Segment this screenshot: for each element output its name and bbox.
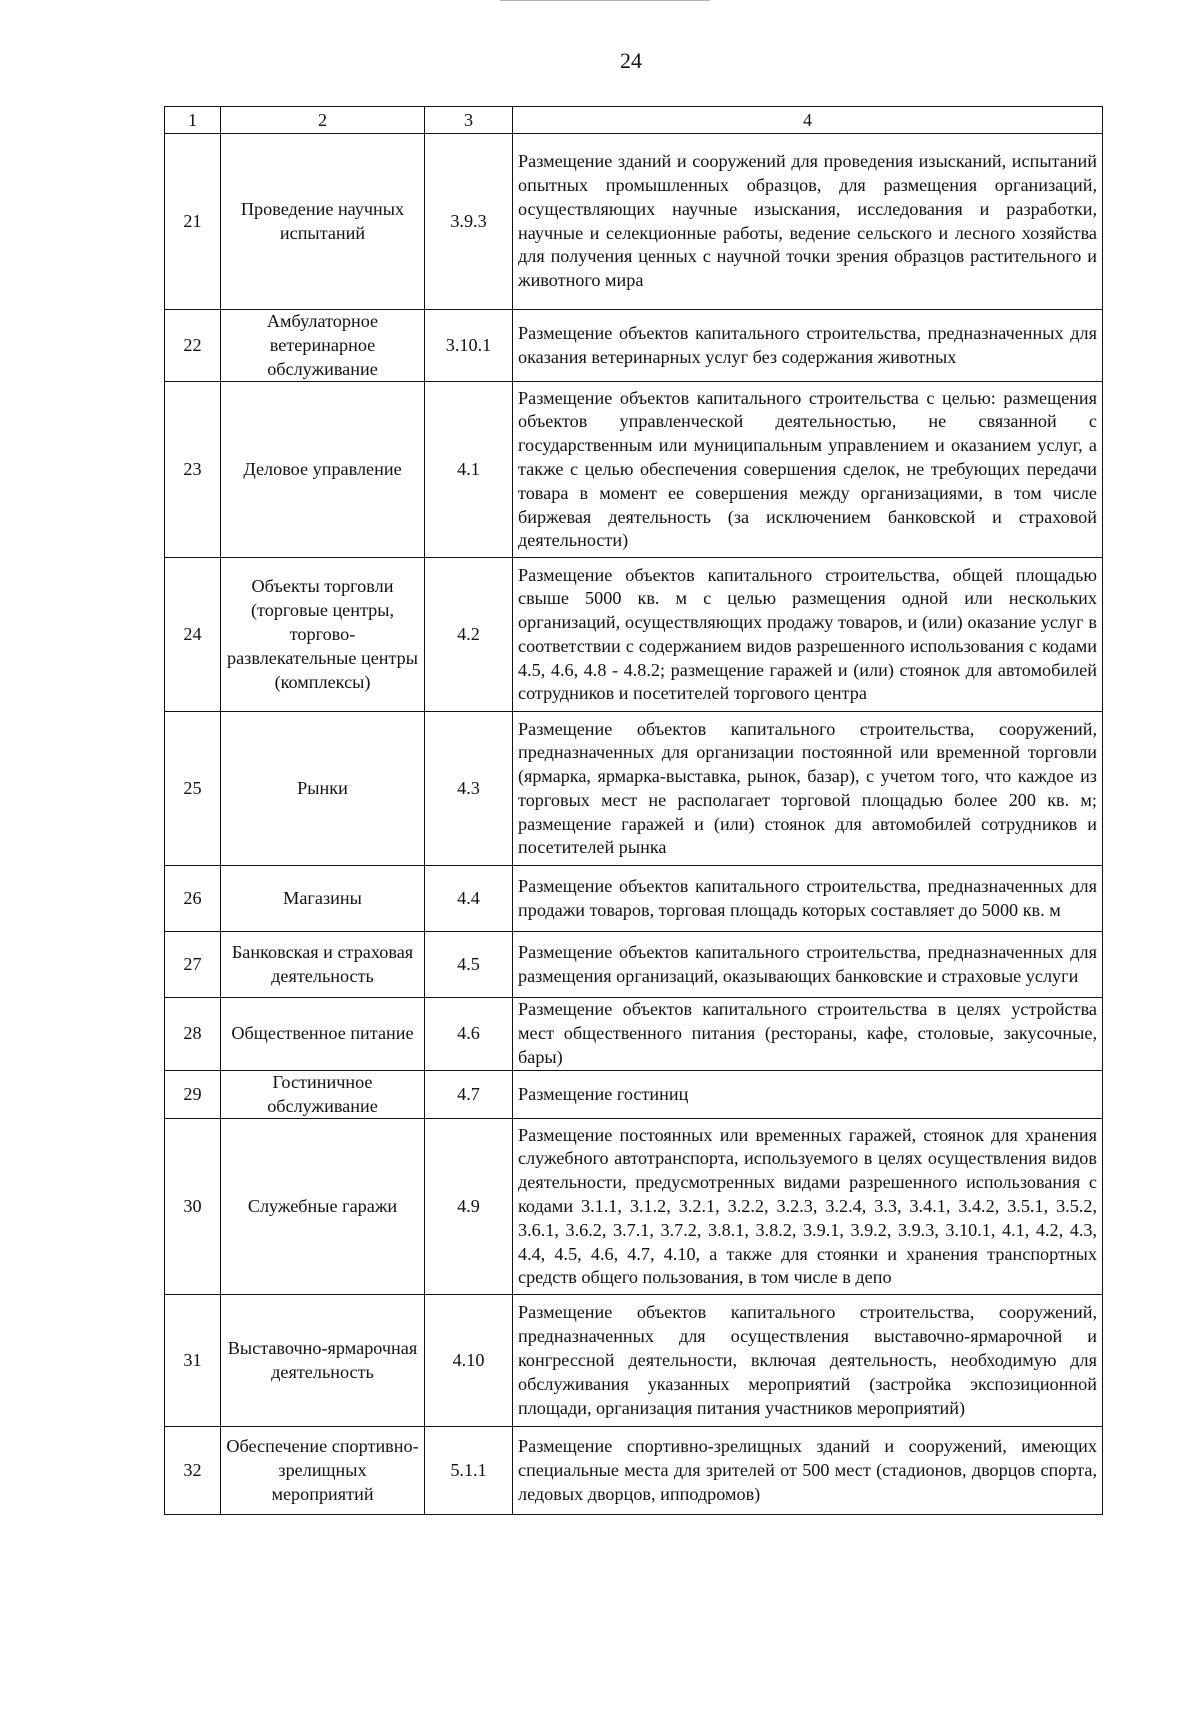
land-use-name: Общественное питание <box>221 998 425 1070</box>
row-number: 22 <box>165 310 221 382</box>
land-use-code: 4.1 <box>425 382 513 558</box>
table-row <box>165 712 1103 866</box>
land-use-name: Амбулаторное ветеринарное обслуживание <box>221 310 425 382</box>
land-use-description: Размещение объектов капитального строительства, сооружений, предназначенных для осуществления выставочно-ярмарочной и конгрессной деятельности, включая деятельность, необходимую для обслуживания указанных мероприятий (застройка экспозиционной площади, организация питания участников мероприятий) <box>513 1295 1103 1427</box>
header-row <box>165 107 1103 134</box>
row-number: 31 <box>165 1295 221 1427</box>
land-use-description: Размещение спортивно-зрелищных зданий и сооружений, имеющих специальные места для зрителей от 500 мест (стадионов, дворцов спорта, ледовых дворцов, ипподромов) <box>513 1427 1103 1515</box>
land-use-code: 4.6 <box>425 998 513 1070</box>
land-use-name: Магазины <box>221 866 425 932</box>
table-row <box>165 1070 1103 1119</box>
header-col-4: 4 <box>513 107 1103 134</box>
land-use-description: Размещение постоянных или временных гаражей, стоянок для хранения служебного автотранспорта, используемого в целях осуществления видов деятельности, предусмотренных видами разрешенного использования с кодами 3.1.1, 3.1.2, 3.2.1, 3.2.2, 3.2.3, 3.2.4, 3.3, 3.4.1, 3.4.2, 3.5.1, 3.5.2, 3.6.1, 3.6.2, 3.7.1, 3.7.2, 3.8.1, 3.8.2, 3.9.1, 3.9.2, 3.9.3, 3.10.1, 4.1, 4.2, 4.3, 4.4, 4.5, 4.6, 4.7, 4.10, а также для стоянки и хранения транспортных средств общего пользования, в том числе в депо <box>513 1119 1103 1295</box>
row-number: 30 <box>165 1119 221 1295</box>
land-use-name: Служебные гаражи <box>221 1119 425 1295</box>
row-number: 24 <box>165 558 221 712</box>
land-use-code: 4.7 <box>425 1070 513 1119</box>
land-use-code: 4.4 <box>425 866 513 932</box>
land-use-name: Объекты торговли (торговые центры, торгово-развлекательные центры (комплексы) <box>221 558 425 712</box>
table-row <box>165 998 1103 1070</box>
land-use-name: Деловое управление <box>221 382 425 558</box>
land-use-description: Размещение объектов капитального строительства, предназначенных для продажи товаров, торговая площадь которых составляет до 5000 кв. м <box>513 866 1103 932</box>
land-use-code: 4.10 <box>425 1295 513 1427</box>
row-number: 26 <box>165 866 221 932</box>
page-number: 24 <box>620 48 642 73</box>
land-use-code: 5.1.1 <box>425 1427 513 1515</box>
scan-edge-marks <box>500 0 710 4</box>
table-row <box>165 310 1103 382</box>
row-number: 29 <box>165 1070 221 1119</box>
land-use-name: Выставочно-ярмарочная деятельность <box>221 1295 425 1427</box>
row-number: 23 <box>165 382 221 558</box>
header-col-3: 3 <box>425 107 513 134</box>
table-row <box>165 932 1103 998</box>
row-number: 28 <box>165 998 221 1070</box>
table-body <box>165 134 1103 1515</box>
land-use-description: Размещение гостиниц <box>513 1070 1103 1119</box>
land-use-code: 4.9 <box>425 1119 513 1295</box>
table-row <box>165 1295 1103 1427</box>
land-use-table <box>164 106 1103 1515</box>
header-col-2: 2 <box>221 107 425 134</box>
land-use-code: 4.2 <box>425 558 513 712</box>
land-use-description: Размещение объектов капитального строительства с целью: размещения объектов управленческой деятельностью, не связанной с государственным или муниципальным управлением и оказанием услуг, а также с целью обеспечения совершения сделок, не требующих передачи товара в момент ее совершения между организациями, в том числе биржевая деятельность (за исключением банковской и страховой деятельности) <box>513 382 1103 558</box>
row-number: 21 <box>165 134 221 310</box>
land-use-description: Размещение объектов капитального строительства, предназначенных для размещения организаций, оказывающих банковские и страховые услуги <box>513 932 1103 998</box>
land-use-code: 3.10.1 <box>425 310 513 382</box>
land-use-code: 4.3 <box>425 712 513 866</box>
land-use-code: 4.5 <box>425 932 513 998</box>
land-use-code: 3.9.3 <box>425 134 513 310</box>
table-row <box>165 382 1103 558</box>
header-col-1: 1 <box>165 107 221 134</box>
row-number: 32 <box>165 1427 221 1515</box>
land-use-description: Размещение объектов капитального строительства в целях устройства мест общественного питания (рестораны, кафе, столовые, закусочные, бары) <box>513 998 1103 1070</box>
land-use-description: Размещение объектов капитального строительства, сооружений, предназначенных для организации постоянной или временной торговли (ярмарка, ярмарка-выставка, рынок, базар), с учетом того, что каждое из торговых мест не располагает торговой площадью более 200 кв. м; размещение гаражей и (или) стоянок для автомобилей сотрудников и посетителей рынка <box>513 712 1103 866</box>
row-number: 27 <box>165 932 221 998</box>
land-use-description: Размещение объектов капитального строительства, предназначенных для оказания ветеринарных услуг без содержания животных <box>513 310 1103 382</box>
table-row <box>165 1427 1103 1515</box>
land-use-name: Гостиничное обслуживание <box>221 1070 425 1119</box>
table-row <box>165 558 1103 712</box>
land-use-name: Обеспечение спортивно-зрелищных мероприятий <box>221 1427 425 1515</box>
table-row <box>165 134 1103 310</box>
land-use-name: Рынки <box>221 712 425 866</box>
land-use-name: Банковская и страховая деятельность <box>221 932 425 998</box>
land-use-name: Проведение научных испытаний <box>221 134 425 310</box>
table-header <box>165 107 1103 134</box>
table-row <box>165 1119 1103 1295</box>
land-use-description: Размещение зданий и сооружений для проведения изысканий, испытаний опытных промышленных образцов, для размещения организаций, осуществляющих научные изыскания, исследования и разработки, научные и селекционные работы, ведение сельского и лесного хозяйства для получения ценных с научной точки зрения образцов растительного и животного мира <box>513 134 1103 310</box>
table-row <box>165 866 1103 932</box>
row-number: 25 <box>165 712 221 866</box>
land-use-description: Размещение объектов капитального строительства, общей площадью свыше 5000 кв. м с целью размещения одной или нескольких организаций, осуществляющих продажу товаров, и (или) оказание услуг в соответствии с содержанием видов разрешенного использования с кодами 4.5, 4.6, 4.8 - 4.8.2; размещение гаражей и (или) стоянок для автомобилей сотрудников и посетителей торгового центра <box>513 558 1103 712</box>
